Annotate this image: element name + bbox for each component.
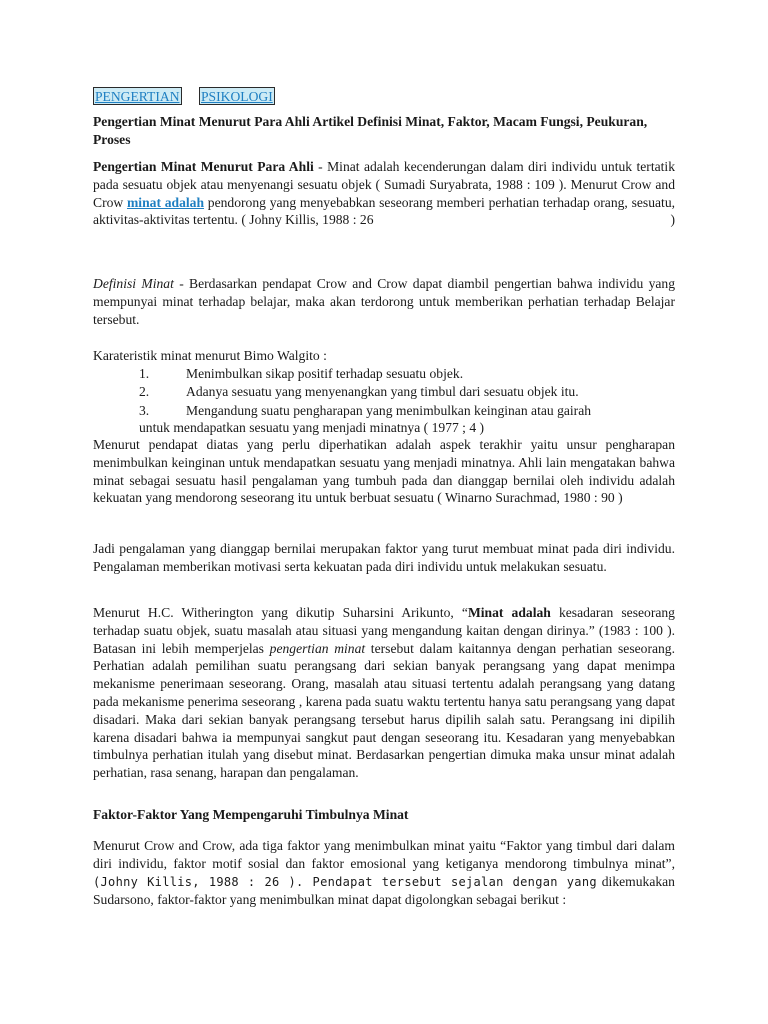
- list-number: 1.: [139, 366, 150, 381]
- definition-lead: Pengertian Minat Menurut Para Ahli: [93, 159, 314, 174]
- section-heading-faktor: Faktor-Faktor Yang Mempengaruhi Timbulnya Minat: [93, 807, 409, 822]
- minat-adalah-bold: Minat adalah: [467, 605, 551, 620]
- faktor-text-cont: dikemukakan Sudarsono, faktor-faktor yang menimbulkan minat dapat digolongkan sebagai berikut :: [93, 873, 675, 908]
- list-number: 2.: [139, 384, 150, 399]
- minat-adalah-link[interactable]: minat adalah: [126, 194, 205, 210]
- definisi-minat-text: - Berdasarkan pendapat Crow and Crow dapat diambil pengertian bahwa individu yang mempunyai minat terhadap belajar, maka akan terdorong untuk memberikan perhatian terhadap Belajar tersebut.: [93, 276, 676, 327]
- witherington-text: Menurut H.C. Witherington yang dikutip Suharsini Arikunto, “: [93, 605, 468, 620]
- definition-close-paren: ): [670, 212, 675, 228]
- paragraph-witherington: [93, 604, 675, 782]
- pengertian-minat-italic: pengertian minat: [269, 640, 366, 656]
- tag-pengertian-link[interactable]: PENGERTIAN: [95, 89, 180, 104]
- list-text: Mengandung suatu pengharapan yang menimbulkan keinginan atau gairah: [186, 403, 592, 418]
- witherington-text-end: tersebut dalam kaitannya dengan perhatian seseorang. Perhatian adalah pemilihan suatu perangsang dari sekian banyak perangsang yang dapat menimpa mekanisme penerimaan seseorang. Orang, masalah atau situasi tertentu adalah perangsang yang datang pada mekanisme penerima seseorang , karena pada suatu waktu tertentu hanya satu perangsang yang dapat disadari. Maka dari sekian banyak perangsang tersebut harus dipilih salah satu. Perangsang ini dipilih karena disadari bahwa ia mempunyai sangkut paut dengan seseorang itu. Kesadaran yang menyebabkan timbulnya perhatian itulah yang disebut minat. Berdasarkan pengertian dimuka maka unsur minat adalah perhatian, rasa senang, harapan dan pengalaman.: [93, 640, 675, 781]
- list-continuation: untuk mendapatkan sesuatu yang menjadi minatnya ( 1977 ; 4 ): [139, 420, 485, 435]
- list-text: Adanya sesuatu yang menyenangkan yang timbul dari sesuatu objek itu.: [186, 384, 579, 399]
- list-text: Menimbulkan sikap positif terhadap sesuatu objek.: [186, 366, 464, 381]
- definition-text: - Minat adalah kecenderungan dalam diri individu untuk tertatik pada sesuatu objek atau menyenangi sesuatu objek ( Sumadi Suryabrata, 1988 : 109 ). Menurut Crow and Crow: [93, 159, 675, 210]
- definisi-minat-label: Definisi Minat: [93, 276, 174, 291]
- tag-psikologi-link[interactable]: PSIKOLOGI: [201, 89, 273, 104]
- paragraph-definisi-minat: [93, 275, 675, 328]
- list-number: 3.: [139, 403, 150, 418]
- witherington-text-cont: kesadaran seseorang terhadap suatu objek, suatu masalah atau situasi yang mengandung kaitan dengan dirinya.” (1983 : 100 ). Batasan ini lebih memperjelas: [93, 605, 675, 656]
- paragraph-faktor: [93, 837, 675, 909]
- paragraph-pengharapan: Menurut pendapat diatas yang perlu diperhatikan adalah aspek terakhir yaitu unsur pengharapan menimbulkan keinginan untuk mendapatkan sesuatu yang menjadi minatnya. Ahli lain mengatakan bahwa minat sebagai sesuatu hasil pengalaman yang tumbuh pada dan dianggap bernilai oleh individu adalah kekuatan yang mendorong seseorang itu untuk berbuat sesuatu ( Winarno Surachmad, 1980 : 90 ): [93, 437, 675, 506]
- paragraph-definition: [93, 158, 675, 229]
- article-title: Pengertian Minat Menurut Para Ahli Artikel Definisi Minat, Faktor, Macam Fungsi, Peukuran, Proses: [93, 114, 648, 147]
- definition-text-cont: pendorong yang menyebabkan seseorang memberi perhatian terhadap orang, sesuatu, aktivitas-aktivitas tertentu. ( Johny Killis, 1988 : 26: [93, 194, 676, 228]
- faktor-text: Menurut Crow and Crow, ada tiga faktor yang menimbulkan minat yaitu “Faktor yang timbul dari dalam diri individu, faktor motif sosial dan faktor emosional yang ketiganya mendorong timbulnya minat”,: [93, 838, 675, 871]
- paragraph-pengalaman: Jadi pengalaman yang dianggap bernilai merupakan faktor yang turut membuat minat pada diri individu. Pengalaman memberikan motivasi serta kekuatan pada diri individu untuk melakukan sesuatu.: [93, 541, 675, 574]
- faktor-citation: (Johny Killis, 1988 : 26 ). Pendapat tersebut sejalan dengan yang: [93, 874, 597, 889]
- list-heading: Karateristik minat menurut Bimo Walgito :: [93, 348, 327, 363]
